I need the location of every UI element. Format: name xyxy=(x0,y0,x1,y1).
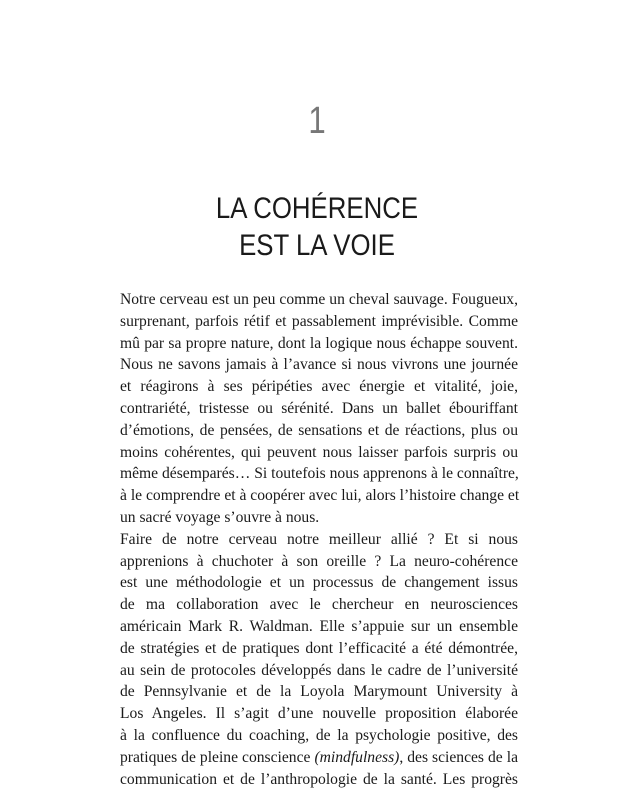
body-line: est une méthodologie et un processus de changement issus xyxy=(120,574,518,592)
body-line: Nous ne savons jamais à l’avance si nous vivrons une journée xyxy=(120,356,518,374)
body-text xyxy=(120,289,518,790)
body-line: à le comprendre et à coopérer avec lui, alors l’histoire change et xyxy=(120,487,520,505)
body-line: apprenions à chuchoter à son oreille ? La neuro-cohérence xyxy=(120,552,518,570)
chapter-title xyxy=(0,190,634,264)
chapter-title-line-1: LA COHÉRENCE xyxy=(215,192,419,225)
body-line: moins cohérentes, qui peuvent nous laisser parfois surpris ou xyxy=(120,443,518,461)
body-line: Notre cerveau est un peu comme un cheval sauvage. Fougueux, xyxy=(120,291,518,308)
italic-term: (mindfulness) xyxy=(314,748,400,766)
chapter-number: 1 xyxy=(308,100,326,142)
body-line: et réagirons à ses péripéties avec énergie et vitalité, joie, xyxy=(120,378,518,396)
body-line: même désemparés… Si toutefois nous apprenons à le connaître, xyxy=(120,465,519,483)
body-line: de ma collaboration avec le chercheur en neurosciences xyxy=(120,596,518,614)
body-line: mû par sa propre nature, dont la logique nous échappe souvent. xyxy=(120,334,518,352)
body-line: américain Mark R. Waldman. Elle s’appuie sur un ensemble xyxy=(120,617,518,635)
body-line: au sein de protocoles développés dans le cadre de l’université xyxy=(120,661,518,679)
body-line: surprenant, parfois rétif et passablement imprévisible. Comme xyxy=(120,312,518,330)
body-line-with-italic xyxy=(120,747,518,769)
body-line: de stratégies et de pratiques dont l’efficacité a été démontrée, xyxy=(120,639,518,657)
body-line: Los Angeles. Il s’agit d’une nouvelle proposition élaborée xyxy=(120,705,518,723)
body-line: à la confluence du coaching, de la psychologie positive, des xyxy=(120,726,518,744)
body-line: d’émotions, de pensées, de sensations et de réactions, plus ou xyxy=(120,421,518,439)
body-text-segment: pratiques de pleine conscience xyxy=(120,748,315,766)
body-line: un sacré voyage s’ouvre à nous. xyxy=(120,508,320,526)
body-line: de Pennsylvanie et de la Loyola Marymount University à xyxy=(120,683,518,701)
chapter-title-line-2: EST LA VOIE xyxy=(239,229,395,262)
body-text-segment: , des sciences de la xyxy=(399,748,518,766)
body-line: contrariété, tristesse ou sérénité. Dans un ballet ébouriffant xyxy=(120,399,518,417)
body-line: communication et de l’anthropologie de la santé. Les progrès xyxy=(120,770,518,788)
body-line: Faire de notre cerveau notre meilleur allié ? Et si nous xyxy=(120,530,518,548)
